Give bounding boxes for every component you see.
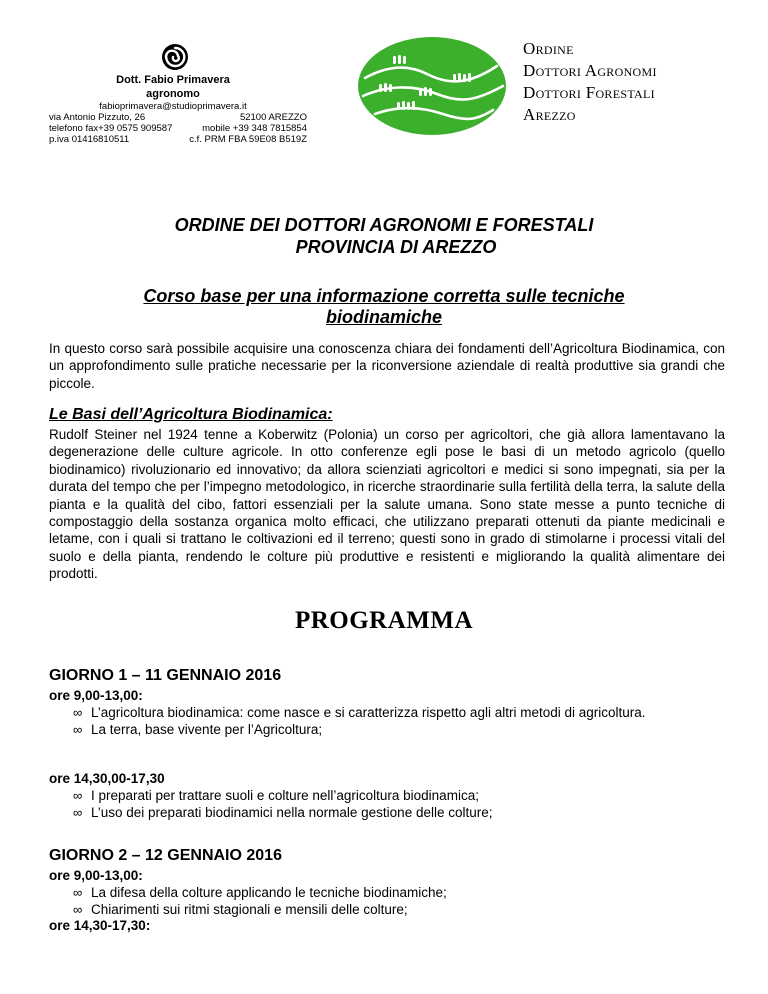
address-city: 52100 AREZZO <box>239 112 307 123</box>
session-items <box>73 787 725 822</box>
phone-fax: telefono fax+39 0575 909587 <box>49 123 173 134</box>
vat-number: p.iva 01416810511 <box>49 134 130 145</box>
bullet-icon: ∞ <box>73 705 83 720</box>
day-heading: GIORNO 1 – 11 GENNAIO 2016 <box>49 667 282 684</box>
session-time: ore 9,00-13,00: <box>49 688 143 703</box>
author-name: Dott. Fabio Primavera <box>116 74 230 86</box>
day-heading: GIORNO 2 – 12 GENNAIO 2016 <box>49 847 282 864</box>
bullet-icon: ∞ <box>73 722 83 738</box>
address-street: via Antonio Pizzuto, 26 <box>49 112 146 123</box>
session-items <box>73 704 725 739</box>
list-item <box>73 901 725 918</box>
list-item <box>73 721 725 738</box>
list-item-text: I preparati per trattare suoli e colture nell’agricoltura biodinamica; <box>91 788 479 803</box>
order-name <box>523 38 657 126</box>
document-title-line2: PROVINCIA DI AREZZO <box>295 237 497 257</box>
course-title-line1: Corso base per una informazione corretta sulle tecniche <box>143 286 625 306</box>
bullet-icon: ∞ <box>73 885 83 900</box>
session-time: ore 14,30,00-17,30 <box>49 771 165 786</box>
list-item-text: La terra, base vivente per l’Agricoltura; <box>91 722 323 738</box>
section-body: Rudolf Steiner nel 1924 tenne a Koberwitz (Polonia) un corso per agricoltori, che già allora lamentavano la degenerazione delle culture agricole. In otto conferenze egli pose le basi di un metodo agricolo (quello biodinamico) rivoluzionario ed innovativo; da allora scienziati agricoltori e medici si sono impegnati, sia per la durata del tempo che per l’impegno metodologico, in ricerche straordinarie sulla fertilità della terra, la salute della pianta e la qualità del cibo, fattori essenziali per la salute umana. Sono state messe a punto tecniche di compostaggio della sostanza organica molto efficaci, che utilizzano preparati ottenuti da piante medicinali e letame, con i quali si trattano le coltivazioni ed il terreno; questi sono in grado di stimolarne i processi vitali del suolo e della pianta, rendendo le colture più produttive e resistenti e migliorando la qualità alimentare dei prodotti. <box>49 427 725 582</box>
list-item-text: Chiarimenti sui ritmi stagionali e mensili delle colture; <box>91 902 408 918</box>
author-role: agronomo <box>146 88 200 100</box>
list-item <box>73 704 725 721</box>
list-item <box>73 884 725 901</box>
list-item-text: L’uso dei preparati biodinamici nella normale gestione delle colture; <box>91 805 493 821</box>
bullet-icon: ∞ <box>73 902 83 918</box>
order-name-line2: Dottori Agronomi <box>523 61 657 80</box>
bullet-icon: ∞ <box>73 788 83 803</box>
mobile-phone: mobile +39 348 7815854 <box>202 123 307 134</box>
order-logo-icon <box>357 36 507 136</box>
list-item <box>73 787 725 804</box>
list-item-text: L’agricoltura biodinamica: come nasce e si caratterizza rispetto agli altri metodi di agricoltura. <box>91 705 646 720</box>
order-name-line1: Ordine <box>523 39 574 58</box>
course-title-line2: biodinamiche <box>325 307 442 327</box>
program-heading: PROGRAMMA <box>294 607 474 634</box>
swirl-logo-icon <box>160 42 190 72</box>
section-heading: Le Basi dell’Agricoltura Biodinamica: <box>49 406 333 423</box>
intro-paragraph: In questo corso sarà possibile acquisire una conoscenza chiara dei fondamenti dell’Agricoltura Biodinamica, con un approfondimento sulle pratiche necessarie per la riconversione aziendale di realtà produttive sia grandi che piccole. <box>49 341 725 391</box>
bullet-icon: ∞ <box>73 805 83 821</box>
session-time: ore 14,30-17,30: <box>49 918 151 933</box>
order-name-line4: Arezzo <box>523 105 576 124</box>
list-item-text: La difesa della colture applicando le tecniche biodinamiche; <box>91 885 447 900</box>
tax-code: c.f. PRM FBA 59E08 B519Z <box>189 134 307 145</box>
document-title-line1: ORDINE DEI DOTTORI AGRONOMI E FORESTALI <box>174 215 594 235</box>
session-items <box>73 884 725 919</box>
author-email[interactable]: fabioprimavera@studioprimavera.it <box>99 101 247 112</box>
list-item <box>73 804 725 821</box>
session-time: ore 9,00-13,00: <box>49 868 143 883</box>
order-name-line3: Dottori Forestali <box>523 83 655 102</box>
contact-tax <box>49 134 307 146</box>
